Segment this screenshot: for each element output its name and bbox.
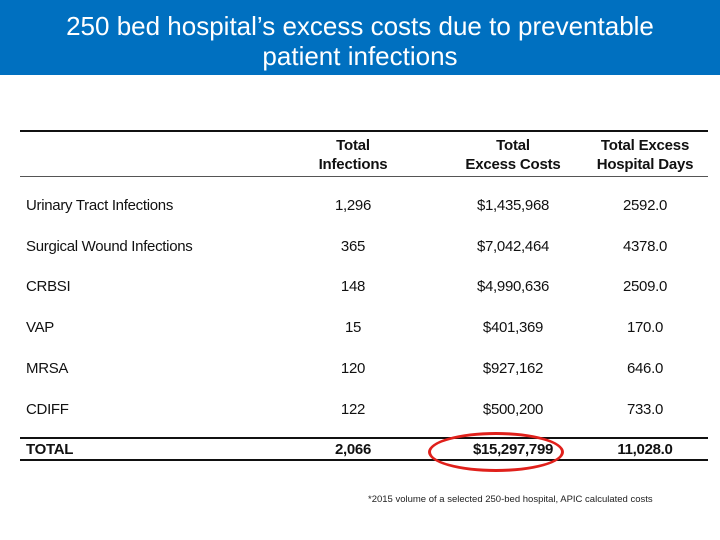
table-row	[20, 316, 708, 340]
slide-title-line-2: patient infections	[262, 41, 458, 71]
slide-title	[0, 0, 720, 75]
header-total-infections: Total Infections	[318, 137, 388, 173]
row-days: 2592.0	[622, 197, 668, 214]
row-costs: $927,162	[482, 360, 544, 377]
header-total-excess-costs: Total Excess Costs	[465, 137, 561, 173]
row-label: MRSA	[26, 360, 69, 377]
row-costs: $7,042,464	[476, 238, 550, 255]
row-days: 733.0	[626, 401, 664, 418]
row-label: Urinary Tract Infections	[26, 197, 174, 214]
row-infections: 148	[340, 278, 366, 295]
header-total-excess-hospital-days: Total Excess Hospital Days	[596, 137, 694, 173]
row-infections: 122	[340, 401, 366, 418]
row-days: 170.0	[626, 319, 664, 336]
row-costs: $500,200	[482, 401, 544, 418]
table-top-rule	[20, 130, 708, 132]
row-infections: 365	[340, 238, 366, 255]
total-days: 11,028.0	[617, 441, 673, 458]
table-row	[20, 275, 708, 299]
row-label: CDIFF	[26, 401, 69, 418]
row-days: 4378.0	[622, 238, 668, 255]
row-label: VAP	[26, 319, 55, 336]
row-label: CRBSI	[26, 278, 71, 295]
total-costs: $15,297,799	[472, 441, 554, 458]
total-infections: 2,066	[334, 441, 372, 458]
row-days: 2509.0	[622, 278, 668, 295]
row-infections: 1,296	[334, 197, 372, 214]
table-row	[20, 398, 708, 422]
slide-title-line-1: 250 bed hospital’s excess costs due to preventable	[66, 11, 654, 41]
row-costs: $1,435,968	[476, 197, 550, 214]
row-infections: 120	[340, 360, 366, 377]
total-cost-highlight-circle	[428, 432, 564, 472]
row-label: Surgical Wound Infections	[26, 238, 193, 255]
total-label: TOTAL	[26, 441, 74, 458]
row-days: 646.0	[626, 360, 664, 377]
total-rule-bottom	[20, 459, 708, 461]
row-costs: $4,990,636	[476, 278, 550, 295]
table-row	[20, 357, 708, 381]
row-costs: $401,369	[482, 319, 544, 336]
footnote: *2015 volume of a selected 250-bed hospital, APIC calculated costs	[368, 494, 653, 505]
table-row	[20, 235, 708, 259]
row-infections: 15	[344, 319, 362, 336]
table-row	[20, 194, 708, 218]
header-rule	[20, 176, 708, 177]
